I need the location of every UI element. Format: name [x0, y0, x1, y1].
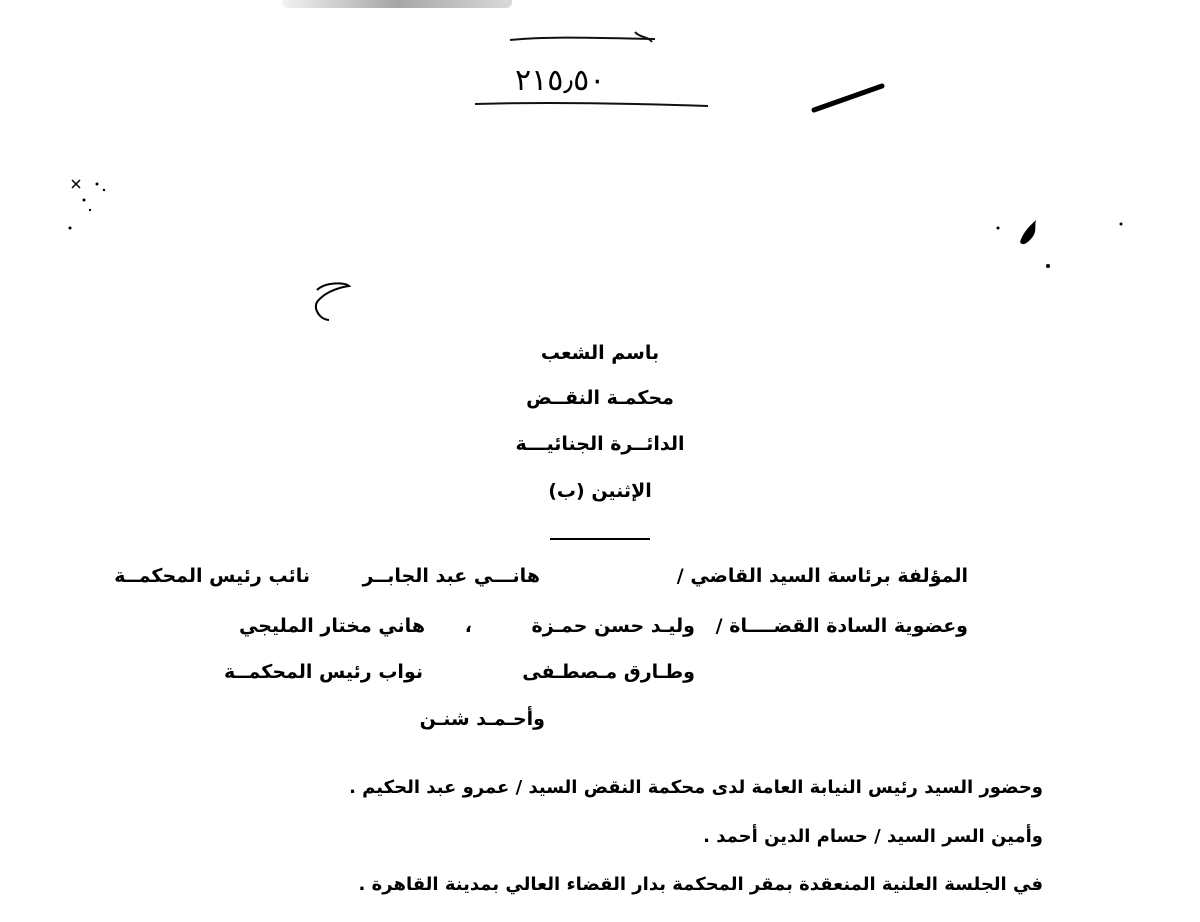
- panel-row1-name: هانـــي عبد الجابــر: [362, 565, 540, 587]
- title-criminal-circuit: الدائــرة الجنائيـــة: [515, 433, 685, 455]
- speck-marks-left: [62, 170, 117, 235]
- ink-blot-right: [990, 210, 1130, 275]
- pen-stroke-mark: [810, 80, 890, 115]
- panel-row2-prefix: وعضوية السادة القضــــاة /: [715, 615, 968, 637]
- panel-row1-title: نائب رئيس المحكمــة: [114, 565, 310, 587]
- paragraph-public-session: في الجلسة العلنية المنعقدة بمقر المحكمة بدار القضاء العالي بمدينة القاهرة .: [358, 874, 1043, 895]
- panel-row2-name: وليـد حسن حمـزة: [531, 615, 695, 637]
- title-in-the-name-of-the-people: باسم الشعب: [540, 342, 660, 364]
- panel-row3-title: نواب رئيس المحكمــة: [224, 661, 423, 683]
- title-separator: [550, 538, 650, 540]
- paragraph-prosecution: وحضور السيد رئيس النيابة العامة لدى محكمة النقض السيد / عمرو عبد الحكيم .: [349, 777, 1043, 798]
- handwritten-case-number: [470, 28, 715, 113]
- panel-row4-name: وأحـمـد شنـن: [419, 708, 545, 730]
- handwritten-number-text: ٢١٥٫٥٠: [515, 63, 606, 98]
- handwritten-initial: [305, 280, 360, 325]
- title-court-of-cassation: محكمـة النقــض: [526, 387, 674, 409]
- title-monday-b: الإثنين (ب): [548, 480, 652, 502]
- panel-row2-name2: هاني مختار المليجي: [239, 615, 425, 637]
- panel-row2-separator: ،: [464, 615, 472, 637]
- panel-row1-prefix: المؤلفة برئاسة السيد القاضي /: [676, 565, 968, 587]
- scan-smudge: [282, 0, 512, 8]
- paragraph-court-secretary: وأمين السر السيد / حسام الدين أحمد .: [703, 826, 1043, 847]
- panel-row3-name: وطـارق مـصطـفى: [522, 661, 695, 683]
